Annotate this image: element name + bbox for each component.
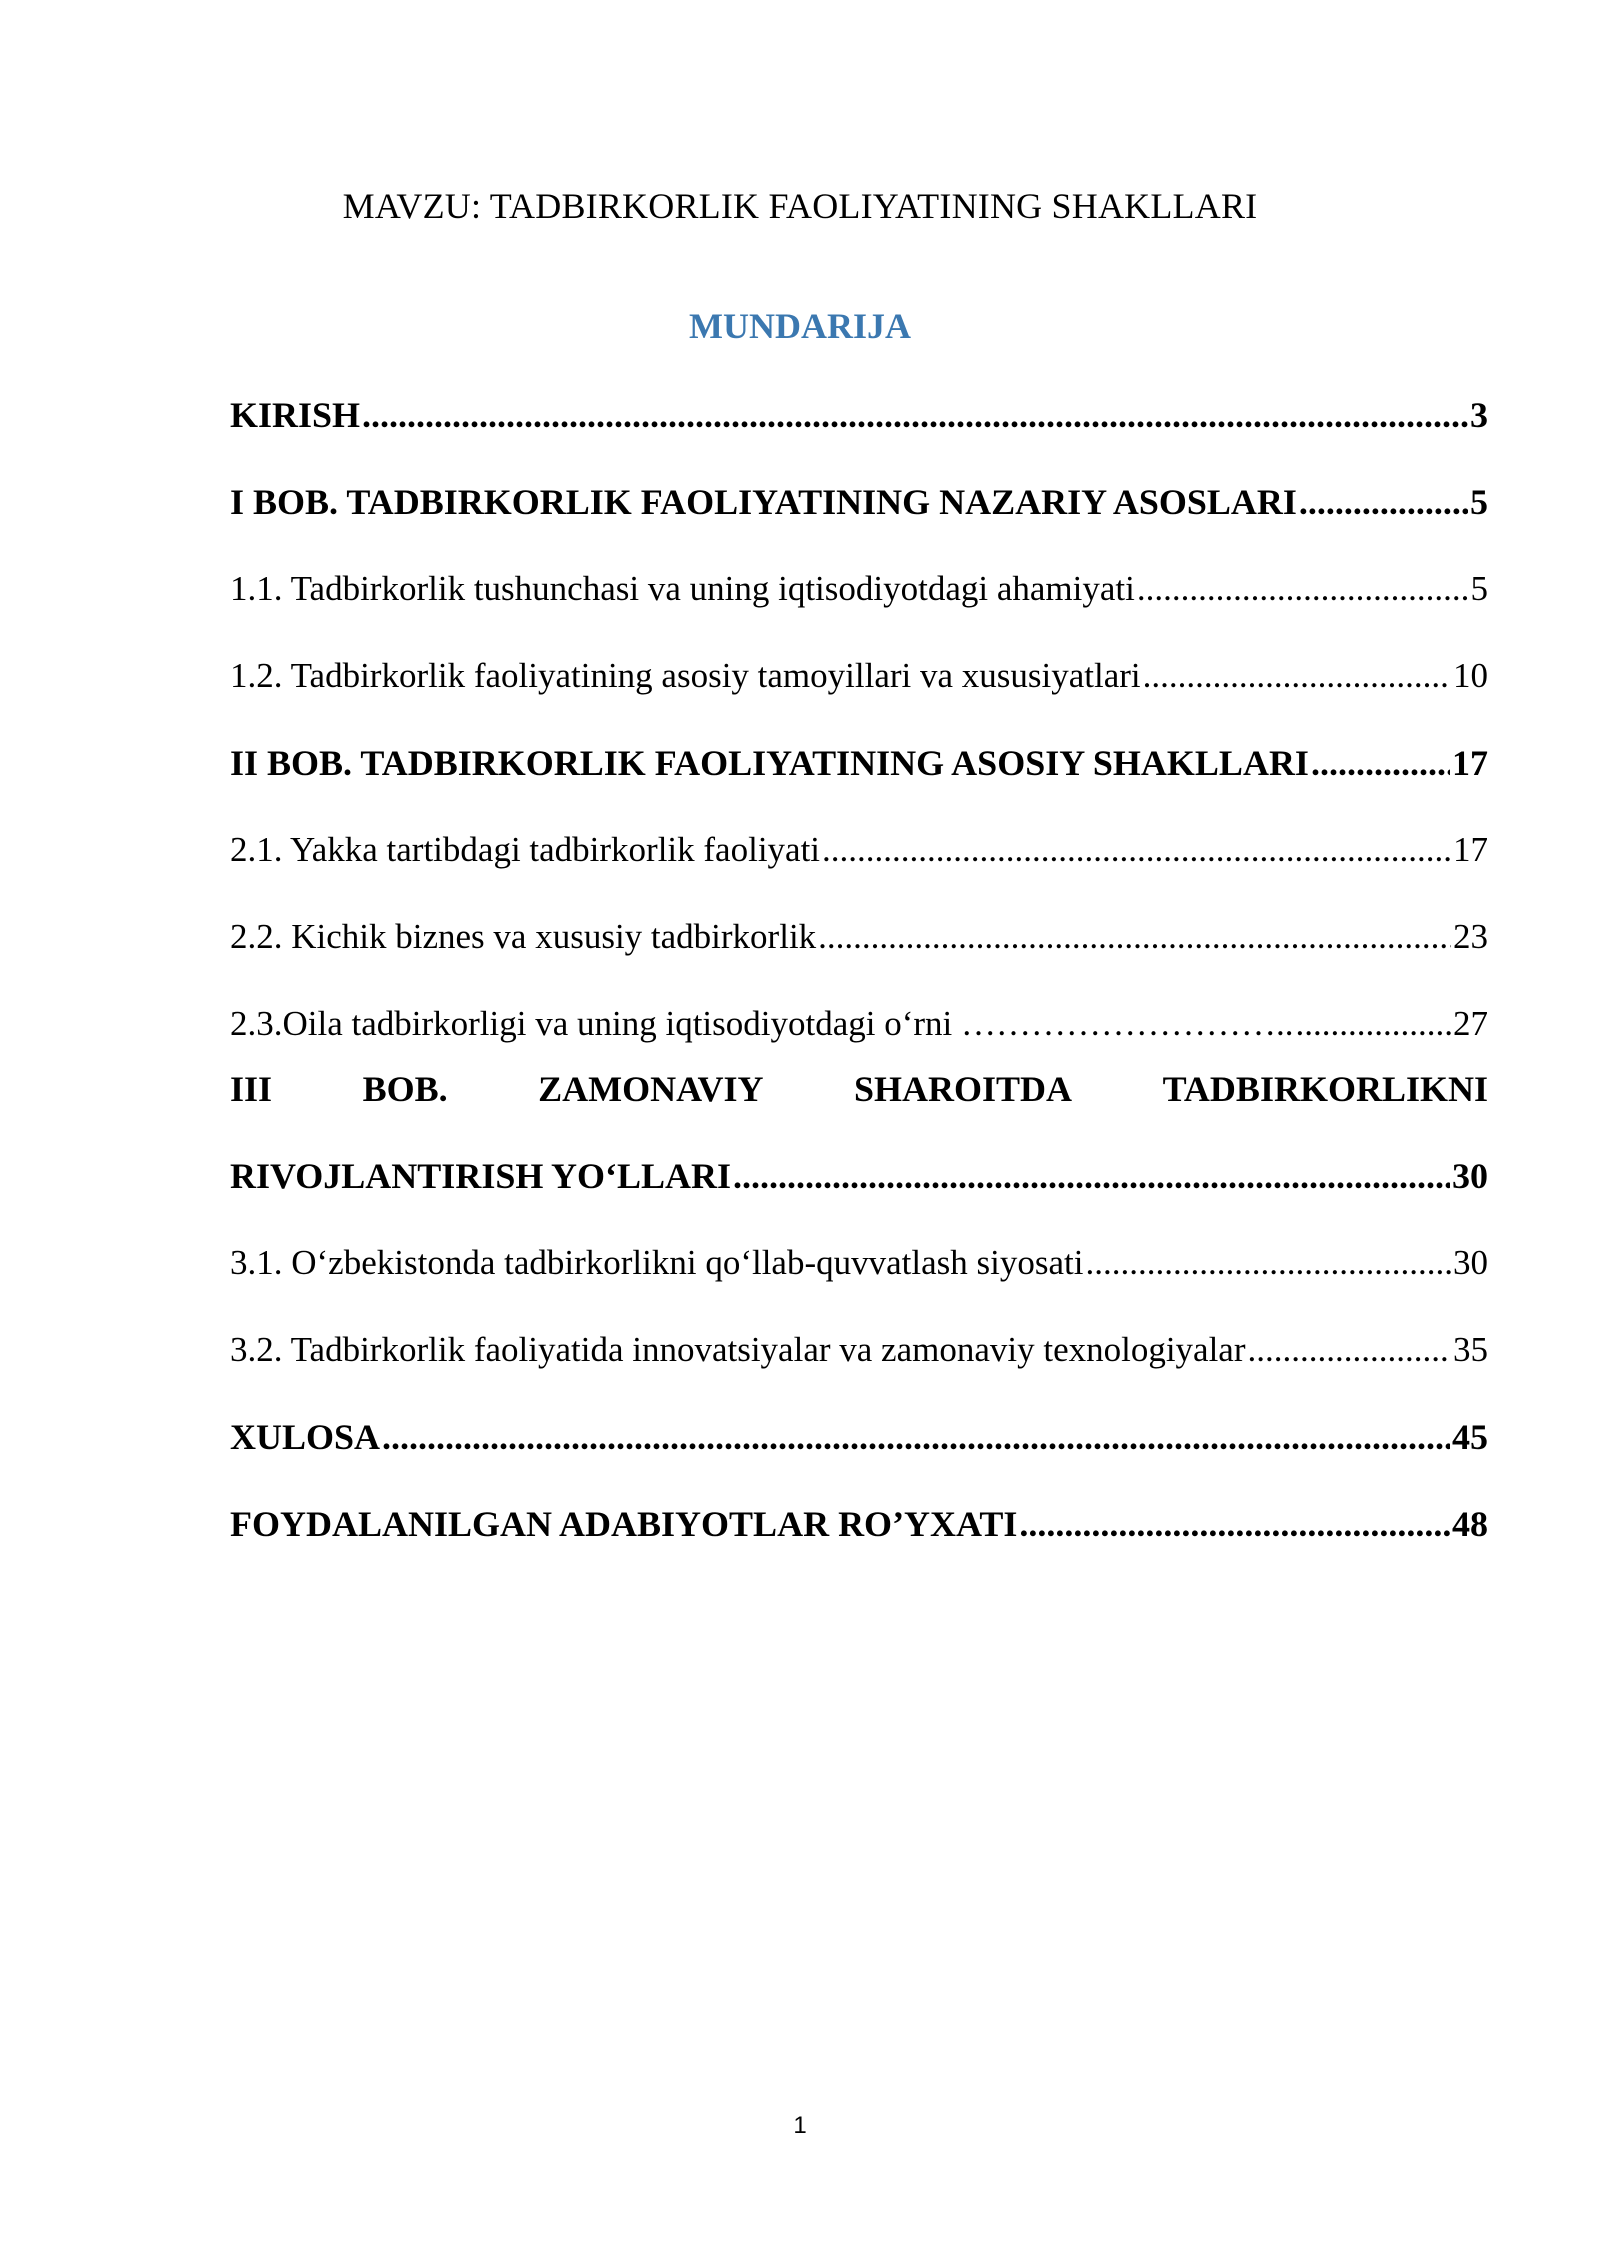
toc-entry-conclusion[interactable] — [230, 1407, 1488, 1494]
toc-entry-label: 1.1. Tadbirkorlik tushunchasi va uning iqtisodiyotdagi ahamiyati — [230, 569, 1135, 608]
table-of-contents — [230, 385, 1488, 1581]
dot-leader — [362, 385, 1468, 445]
dot-leader — [382, 1407, 1450, 1467]
toc-word: TADBIRKORLIKNI — [1162, 1069, 1488, 1109]
toc-entry-label: II BOB. TADBIRKORLIK FAOLIYATINING ASOSIY SHAKLLARI — [230, 743, 1309, 783]
toc-entry-chapter-3-line-2[interactable] — [230, 1146, 1488, 1233]
dot-leader — [1143, 646, 1451, 706]
toc-entry-page: 3 — [1470, 395, 1488, 435]
toc-entry-page: 48 — [1452, 1504, 1488, 1544]
toc-entry-references[interactable] — [230, 1494, 1488, 1581]
toc-entry-page: 27 — [1453, 1004, 1488, 1043]
toc-entry-section-1-2[interactable] — [230, 646, 1488, 733]
toc-entry-page: 23 — [1453, 917, 1488, 956]
toc-word: SHAROITDA — [854, 1069, 1073, 1109]
toc-entry-section-3-2[interactable] — [230, 1320, 1488, 1407]
toc-entry-page: 35 — [1453, 1330, 1488, 1369]
toc-entry-section-2-1[interactable] — [230, 820, 1488, 907]
page-number: 1 — [793, 2112, 807, 2139]
toc-entry-chapter-2[interactable] — [230, 733, 1488, 820]
toc-entry-label: RIVOJLANTIRISH YO‘LLARI — [230, 1156, 732, 1196]
dot-leader — [1299, 472, 1468, 532]
dot-leader — [1019, 1494, 1450, 1554]
toc-entry-chapter-3-line-1[interactable] — [230, 1059, 1488, 1146]
dot-leader — [1085, 1233, 1451, 1293]
toc-title: MUNDARIJA — [689, 306, 911, 346]
toc-entry-page: 17 — [1452, 743, 1488, 783]
toc-entry-section-2-3[interactable] — [230, 994, 1488, 1059]
toc-entry-section-1-1[interactable] — [230, 559, 1488, 646]
dot-leader — [1311, 733, 1450, 793]
dot-leader — [1296, 994, 1451, 1054]
dot-leader — [822, 820, 1451, 880]
toc-entry-page: 17 — [1453, 830, 1488, 869]
toc-entry-page: 5 — [1470, 482, 1488, 522]
dot-leader — [1248, 1320, 1452, 1380]
toc-entry-page: 30 — [1453, 1243, 1488, 1282]
dot-leader — [733, 1146, 1450, 1206]
toc-entry-label: KIRISH — [230, 395, 361, 435]
toc-entry-label: 3.2. Tadbirkorlik faoliyatida innovatsiyalar va zamonaviy texnologiyalar — [230, 1330, 1246, 1369]
toc-word: ZAMONAVIY — [538, 1069, 764, 1109]
toc-entry-label: 2.1. Yakka tartibdagi tadbirkorlik faoliyati — [230, 830, 821, 869]
toc-entry-label: 2.3.Oila tadbirkorligi va uning iqtisodiyotdagi o‘rni ……………………….. — [230, 1004, 1294, 1043]
toc-entry-section-2-2[interactable] — [230, 907, 1488, 994]
toc-entry-label: 1.2. Tadbirkorlik faoliyatining asosiy tamoyillari va xususiyatlari — [230, 656, 1141, 695]
toc-entry-label: XULOSA — [230, 1417, 381, 1457]
toc-entry-page: 10 — [1453, 656, 1488, 695]
toc-entry-section-3-1[interactable] — [230, 1233, 1488, 1320]
toc-entry-page: 45 — [1452, 1417, 1488, 1457]
toc-entry-label: 2.2. Kichik biznes va xususiy tadbirkorlik — [230, 917, 817, 956]
dot-leader — [1137, 559, 1469, 619]
toc-entry-kirish[interactable] — [230, 385, 1488, 472]
toc-entry-page: 5 — [1470, 569, 1488, 608]
document-topic: MAVZU: TADBIRKORLIK FAOLIYATINING SHAKLLARI — [342, 186, 1258, 226]
toc-entry-label: 3.1. O‘zbekistonda tadbirkorlikni qo‘llab-quvvatlash siyosati — [230, 1243, 1084, 1282]
toc-word: III — [230, 1069, 273, 1109]
toc-entry-label: FOYDALANILGAN ADABIYOTLAR RO’YXATI — [230, 1504, 1018, 1544]
dot-leader — [818, 907, 1451, 967]
toc-entry-label: I BOB. TADBIRKORLIK FAOLIYATINING NAZARIY ASOSLARI — [230, 482, 1297, 522]
toc-entry-page: 30 — [1452, 1156, 1488, 1196]
toc-entry-chapter-1[interactable] — [230, 472, 1488, 559]
toc-word: BOB. — [362, 1069, 448, 1109]
